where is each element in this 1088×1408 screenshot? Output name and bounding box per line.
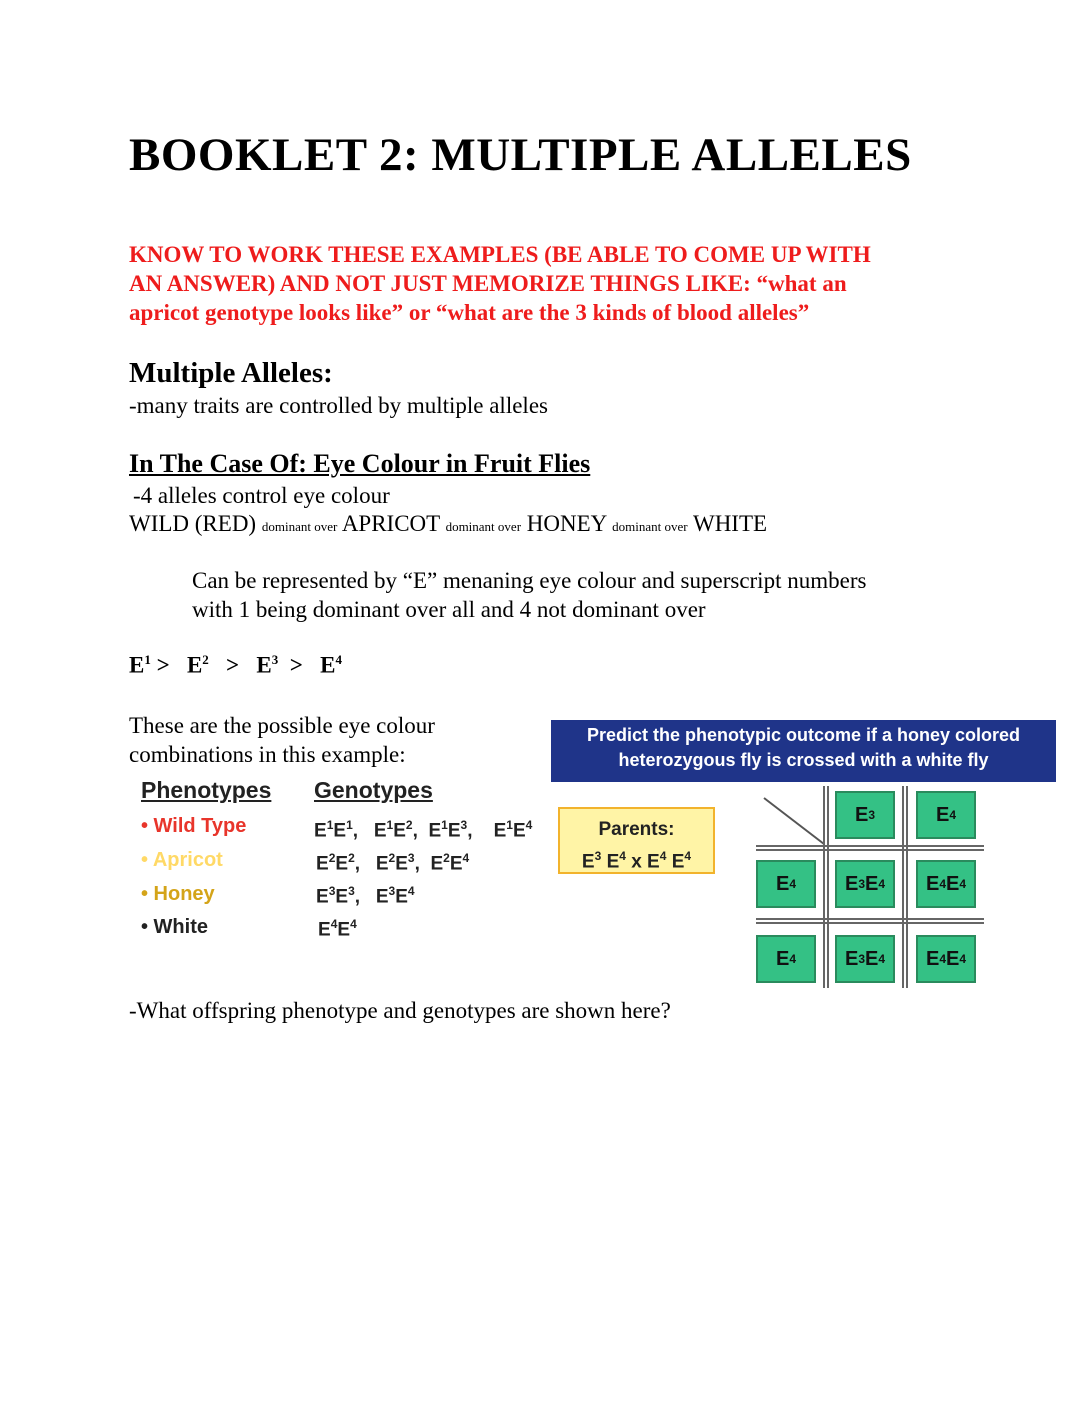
phenotype-white: • White: [141, 916, 208, 938]
multiple-alleles-heading: Multiple Alleles:: [129, 357, 333, 389]
parents-box: [558, 807, 715, 874]
chain-gt-1: >: [156, 652, 170, 678]
possible-combinations-text: [129, 711, 435, 769]
offspring-question: -What offspring phenotype and genotypes are shown here?: [129, 998, 671, 1023]
multiple-alleles-text: -many traits are controlled by multiple alleles: [129, 393, 548, 418]
phenotype-apricot: • Apricot: [141, 849, 223, 871]
allele-wild: WILD (RED): [129, 511, 257, 536]
page-title: BOOKLET 2: MULTIPLE ALLELES: [129, 129, 912, 181]
representation-text: [192, 566, 866, 624]
punnett-cell-r1-c2: E 4 E 4: [916, 860, 976, 908]
dominant-over-1: dominant over: [261, 519, 338, 534]
punnett-cell-r2-c2: E 4 E 4: [916, 935, 976, 983]
dominant-over-3: dominant over: [612, 519, 688, 534]
chain-e4: E: [320, 652, 336, 678]
chain-sup-3: 3: [271, 652, 279, 667]
punnett-cell-r1-c1: E 3 E 4: [835, 860, 895, 908]
phenotypes-header: Phenotypes: [141, 777, 272, 803]
punnett-left-e4-row2: E 4: [756, 935, 816, 983]
punnett-top-e3: E 3: [835, 791, 895, 839]
banner-line-2: heterozygous fly is crossed with a white fly: [618, 750, 989, 770]
parents-cross: $E^3$ $E^4$ x $E^4$ $E^4$: [581, 849, 692, 873]
chain-e1: E: [129, 652, 145, 678]
corner-diagonal: [764, 798, 824, 844]
genotypes-header: Genotypes: [314, 777, 433, 803]
warning-text: [129, 240, 871, 327]
genotypes-apricot: $E^2E^2$, $E^2E^3$, $E^2E^4$: [316, 851, 470, 875]
chain-e3: E: [256, 652, 272, 678]
representation-line-2: with 1 being dominant over all and 4 not dominant over: [192, 597, 706, 622]
phenotype-honey: • Honey: [141, 883, 215, 905]
chain-e2: E: [186, 652, 203, 678]
punnett-cell-r2-c1: E 3 E 4: [835, 935, 895, 983]
phenotype-wild-type: • Wild Type: [141, 815, 247, 837]
chain-gt-2: >: [226, 652, 240, 678]
dominance-order: [129, 511, 767, 537]
chain-sup-2: 2: [202, 652, 209, 667]
dominance-chain: [129, 652, 342, 679]
possible-line-1: These are the possible eye colour: [129, 713, 435, 738]
allele-apricot: APRICOT: [341, 511, 440, 536]
genotypes-wild-type: $E^1E^1$, $E^1E^2$, $E^1E^3$, $E^1E^4$: [314, 818, 533, 842]
chain-gt-3: >: [289, 652, 303, 678]
case-line-1: -4 alleles control eye colour: [133, 483, 390, 508]
warning-line-3: apricot genotype looks like” or “what are the 3 kinds of blood alleles”: [129, 300, 810, 325]
banner-line-1: Predict the phenotypic outcome if a honey colored: [586, 725, 1021, 745]
allele-honey: HONEY: [526, 511, 607, 536]
allele-white: WHITE: [692, 511, 768, 536]
punnett-top-e4: E 4: [916, 791, 976, 839]
possible-line-2: combinations in this example:: [129, 742, 406, 767]
genotypes-white: $E^4E^4$: [318, 917, 357, 941]
punnett-question-banner: [551, 720, 1056, 782]
parents-label: Parents:: [598, 819, 675, 840]
genotypes-honey: $E^3E^3$, $E^3E^4$: [316, 884, 415, 908]
representation-line-1: Can be represented by “E” menaning eye colour and superscript numbers: [192, 568, 867, 593]
chain-sup-4: 4: [335, 652, 342, 667]
case-heading: In The Case Of: Eye Colour in Fruit Flies: [129, 449, 591, 478]
chain-sup-1: 1: [144, 652, 151, 667]
warning-line-1: KNOW TO WORK THESE EXAMPLES (BE ABLE TO COME UP WITH: [129, 242, 871, 267]
warning-line-2: AN ANSWER) AND NOT JUST MEMORIZE THINGS LIKE: “what an: [129, 271, 847, 296]
dominant-over-2: dominant over: [445, 519, 522, 534]
punnett-left-e4-row1: E 4: [756, 860, 816, 908]
